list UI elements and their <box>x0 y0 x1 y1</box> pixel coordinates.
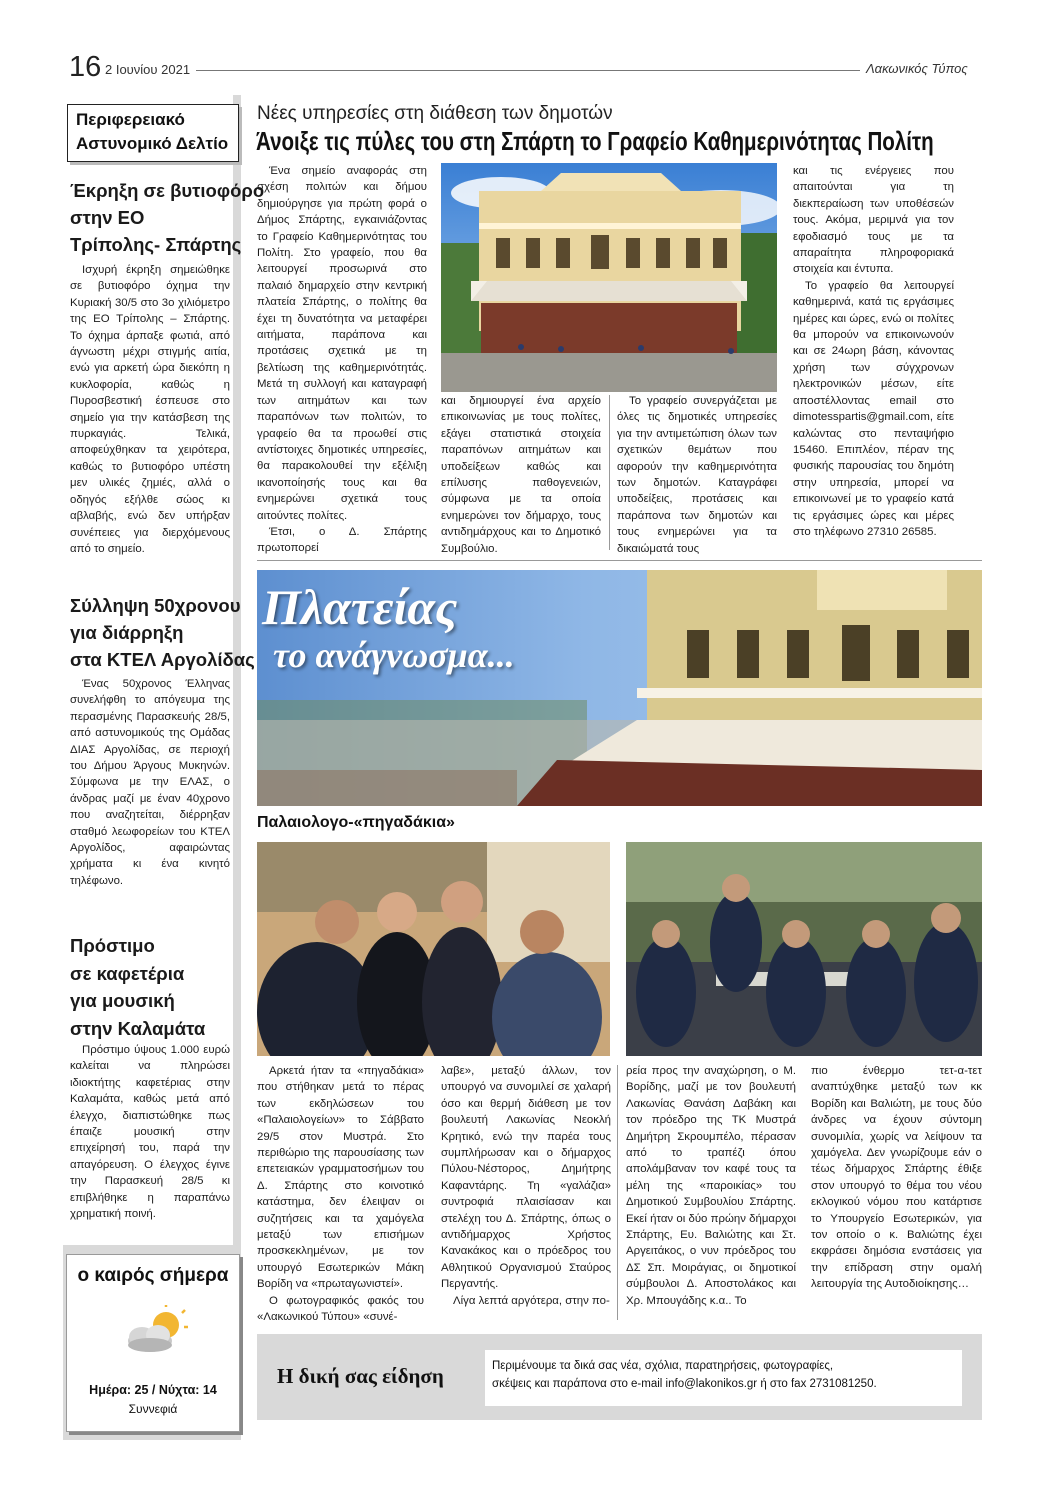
story-3-paragraph: Πρόστιμο ύψους 1.000 ευρώ καλείται να πληρώσει ιδιοκτήτης καφετέριας στην Καλαμάτα, καθώς μετά από έλεγχο, διαπιστώθηκε πως έπαιζε μουσική στην επιχείρησή του, παρά την απαγόρευση. Ο έλεγχος έγινε την Παρασκευή 28/5 κι επιβλήθηκε η παραπάνω χρηματική ποινή. <box>70 1044 230 1221</box>
feature-col-1 <box>257 1063 424 1326</box>
feature-col-2-para: Λίγα λεπτά αργότερα, στην πο- <box>453 1294 610 1307</box>
news-box-title: Η δική σας είδηση <box>277 1364 444 1388</box>
feature-col-1-para: Ο φωτογραφικός φακός του «Λακωνικού Τύπου» «συνέ- <box>257 1294 424 1324</box>
article-col-1-para: Έτσι, ο Δ. Σπάρτης πρωτοπορεί <box>257 525 427 555</box>
news-box-line: σκέψεις και παράπονα στο e-mail info@lakonikos.gr ή στο fax 2731081250. <box>492 1378 877 1390</box>
article-col-1-para: Ένα σημείο αναφοράς στη σχέση πολιτών και δήμου δημιούργησε για πρώτη φορά ο Δήμος Σπάρτης, εγκαινιάζοντας το Γραφείο Καθημερινότητας του Πολίτη. Στο γραφείο, που θα λειτουργεί προσωρινά στο παλαιό δημαρχείο στην κεντρική πλατεία Σπάρτης, ο πολίτης θα έχει τη δυνατότητα να μεταφέρει αιτήματα, παράπονα και προτάσεις σχετικά με τη βελτίωση της καθημερινότητάς. Μετά τη συλλογή και καταγραφή των αιτημάτων και των παραπόνων των πολιτών, το γραφείο θα τα προωθεί στις αντίστοιχες δημοτικές υπηρεσίες, θα παρακολουθεί την εξέλιξη ικανοποίησής τους και θα ενημερώνει σχετικά τους αιτούντες πολίτες. <box>257 165 427 522</box>
group-photo-right <box>626 842 982 1056</box>
story-2-title-line: Σύλληψη 50χρονου <box>70 595 241 616</box>
weather-temps: Ημέρα: 25 / Νύχτα: 14 <box>89 1383 217 1397</box>
story-2-body <box>70 676 230 889</box>
story-2-title-line: στα ΚΤΕΛ Αργολίδας <box>70 649 255 670</box>
story-3-title-line: για μουσική <box>70 990 175 1011</box>
feature-subhead: Παλαιολογο-«πηγαδάκια» <box>257 814 455 831</box>
header-rule <box>196 70 860 71</box>
feature-col-3 <box>626 1063 796 1309</box>
section-label-box <box>67 104 239 162</box>
page-number: 16 <box>69 51 102 83</box>
column-rule <box>609 395 610 550</box>
banner-title-line2: το ανάγνωσμα... <box>273 635 515 675</box>
weather-box <box>66 1254 240 1432</box>
story-1-body <box>70 262 230 557</box>
feature-col-4 <box>811 1063 982 1293</box>
story-1-title-line: Έκρηξη σε βυτιοφόρο <box>70 180 265 201</box>
article-col-4-para: και τις ενέργειες που απαιτούνται για τη διεκπεραίωση των υποθέσεών τους. Ακόμα, μεριμνά για τον εφοδιασμό τους με τα απαραίτητα πληροφοριακά στοιχεία και έντυπα. <box>793 165 954 276</box>
group-photo-left-art <box>257 842 610 1056</box>
story-1-title-line: Τρίπολης- Σπάρτης <box>70 234 242 255</box>
story-1-title-line: στην ΕΟ <box>70 207 145 228</box>
story-3-title-line: στην Καλαμάτα <box>70 1017 206 1039</box>
news-box <box>257 1334 982 1420</box>
story-2-title <box>70 592 255 673</box>
issue-date: 2 Ιουνίου 2021 <box>105 62 191 77</box>
news-box-line: Περιμένουμε τα δικά σας νέα, σχόλια, παρατηρήσεις, φωτογραφίες, <box>492 1360 834 1372</box>
section-label-line1: Περιφερειακό <box>76 110 185 129</box>
feature-col-2-para: λαβε», μεταξύ άλλων, τον υπουργό να συνομιλεί σε χαλαρή όσο και θερμή διάθεση με τον βουλευτή Λακωνίας Νεοκλή Κρητικό, ενώ την παρέα τους συμπλήρωσαν και ο δήμαρχος Πύλου-Νέστορος, Δημήτρης Καφαντάρης. Τη «γαλάζια» συντροφιά πλαισίασαν και στελέχη του Δ. Σπάρτης, όπως ο αντιδήμαρχος Χρήστος Κανακάκος και ο πρόεδρος του Αθλητικού Οργανισμού Σταύρος Περγαντής. <box>441 1065 611 1291</box>
group-photo-left <box>257 842 610 1056</box>
news-box-text-panel <box>485 1350 962 1406</box>
story-1-title <box>70 177 265 258</box>
story-3-title-line: σε καφετέρια <box>70 962 185 984</box>
article-col-3-para: Το γραφείο συνεργάζεται με όλες τις δημοτικές υπηρεσίες για την αντιμετώπιση όλων των σχετικών θεμάτων που αφορούν την καθημερινότητα των δημοτών. Καταγράφει υποδείξεις, προτάσεις και παράπονα των δημοτών και τους ενημερώνει για τα δικαιώματά τους <box>617 395 777 555</box>
story-2-title-line: για διάρρηξη <box>70 622 184 643</box>
group-photo-right-art <box>626 842 982 1056</box>
section-label-line2: Αστυνομικό Δελτίο <box>76 134 229 153</box>
feature-col-2 <box>441 1063 611 1309</box>
feature-col-3-para: ρεία προς την αναχώρηση, ο Μ. Βορίδης, μαζί με τον βουλευτή Λακωνίας Θανάση Δαβάκη και τον πρόεδρο της ΤΚ Μυστρά Δημήτρη Σκρουμπέλο, πέρασαν από το τραπέζι όπου απολάμβαναν τον καφέ τους τα μέλη της «παροικίας» του Δημοτικού Συμβουλίου Σπάρτης. Εκεί ήταν οι δύο πρώην δήμαρχοι Σπάρτης, Ευ. Βαλιώτης και Στ. Αργειτάκος, ο νυν πρόεδρος του ΔΣ Σπ. Μοιράγιας, οι δημοτικοί σύμβουλοι Δ. Αποστολάκος και Χρ. Μπουγάδης κ.α.. Το <box>626 1065 796 1307</box>
article-kicker: Νέες υπηρεσίες στη διάθεση των δημοτών <box>257 103 613 124</box>
article-col-2-para: και δημιουργεί ένα αρχείο επικοινωνίας με τους πολίτες, εξάγει στατιστικά στοιχεία παραπόνων αιτημάτων και υποδείξεων καθώς και επίλυσης παθογενειών, σύμφωνα με τα οποία ενημερώνει τον δήμαρχο, τους αντιδημάρχους και το Δημοτικό Συμβούλιο. <box>441 395 601 555</box>
story-3-title-line: Πρόστιμο <box>70 935 155 956</box>
story-3-body <box>70 1042 230 1222</box>
town-hall-photo-art <box>441 163 777 392</box>
paper-name: Λακωνικός Τύπος <box>866 61 968 76</box>
column-rule <box>617 1065 618 1320</box>
article-col-2 <box>441 393 601 557</box>
banner-title-line1: Πλατείας <box>262 579 458 635</box>
article-col-3 <box>617 393 777 557</box>
article-col-4-para: Το γραφείο θα λειτουργεί καθημερινά, κατά τις εργάσιμες ημέρες και ώρες, ενώ οι πολίτες θα μπορούν να επικοινωνούν και σε 24ωρη βάση, κάνοντας χρήση των σύγχρονων ηλεκτρονικών μέσων, είτε αποστέλλοντας email στο dimotesspartis@gmail.com, είτε καλώντας στο πενταψήφιο 15460. Επιπλέον, πέραν της φυσικής παρουσίας του δημότη στην υπηρεσία, μπορεί να επικοινωνεί με το γραφείο κατά τις εργάσιμες ώρες και μέρες στο τηλέφωνο 27310 26585. <box>793 279 954 538</box>
feature-col-4-para: πιο ένθερμο τετ-α-τετ αναπτύχθηκε μεταξύ των κκ Βορίδη και Βαλιώτη, με τους δύο άνδρες να έχουν σύντομη συνομιλία, χωρίς να λείψουν τα χαμόγελα. Δεν γνωρίζουμε εάν ο τέως δήμαρχος Σπάρτης έθιξε στον υπουργό το θέμα του νέου εκλογικού νόμου που κατάρτισε το Υπουργείο Εσωτερικών, για τον οποίο ο κ. Βαλιώτης έχει εκφράσει δημόσια ενστάσεις για την επίδραση στην ομαλή λειτουργία της Αυτοδιοίκησης… <box>811 1065 982 1291</box>
feature-col-1-para: Αρκετά ήταν τα «πηγαδάκια» που στήθηκαν μετά το πέρας των εκδηλώσεων του «Παλαιολογείων» το Σάββατο 29/5 στον Μυστρά. Στο περιθώριο της παρουσίασης των επετειακών γραμματοσήμων του Δ. Σπάρτης στο κοινοτικό κατάστημα, δεν έλειψαν οι συζητήσεις και τα χαμόγελα μεταξύ των επισήμων προσκεκλημένων, με τον υπουργό Εσωτερικών Μάκη Βορίδη να «πρωταγωνιστεί». <box>257 1065 424 1291</box>
article-col-4 <box>793 163 954 540</box>
section-divider <box>257 560 982 561</box>
town-hall-photo <box>441 163 777 392</box>
article-col-1 <box>257 163 427 557</box>
weather-condition: Συννεφιά <box>128 1402 178 1416</box>
partly-cloudy-icon <box>120 1305 190 1357</box>
weather-title: ο καιρός σήμερα <box>77 1265 229 1286</box>
article-headline: Άνοιξε τις πύλες του στη Σπάρτη το Γραφείο Καθημερινότητας Πολίτη <box>256 126 934 156</box>
story-1-paragraph: Ισχυρή έκρηξη σημειώθηκε σε βυτιοφόρο όχημα την Κυριακή 30/5 στο 3ο χιλιόμετρο της ΕΟ Τρίπολης – Σπάρτης. Το όχημα άρπαξε φωτιά, από άγνωστη μέχρι στιγμής αιτία, ενώ για αρκετή ώρα διεκόπη η κυκλοφορία, καθώς η Πυροσβεστική έσπευσε στο σημείο για την κατάσβεση της πυρκαγιάς. Τελικά, αποφεύχθηκαν τα χειρότερα, καθώς το βυτιοφόρο υπέστη μεν υλικές ζημιές, αλλά ο οδηγός εξήλθε σώος κι αβλαβής, ενώ δεν υπήρξαν συνέπειες για διερχόμενους από το σημείο. <box>70 264 230 555</box>
story-2-paragraph: Ένας 50χρονος Έλληνας συνελήφθη το απόγευμα της περασμένης Παρασκευής 28/5, από αστυνομικούς της Ομάδας ΔΙΑΣ Αργολίδας, σε περιοχή του Δήμου Άργους Μυκηνών. Σύμφωνα με την ΕΛΑΣ, ο άνδρας μαζί με έναν 40χρονο που αναζητείται, διέρρηξαν σταθμό λεωφορείων του ΚΤΕΛ Αργολίδος, αφαιρώντας χρήματα κι ένα κινητό τηλέφωνο. <box>70 678 230 887</box>
story-3-title <box>70 932 238 1042</box>
